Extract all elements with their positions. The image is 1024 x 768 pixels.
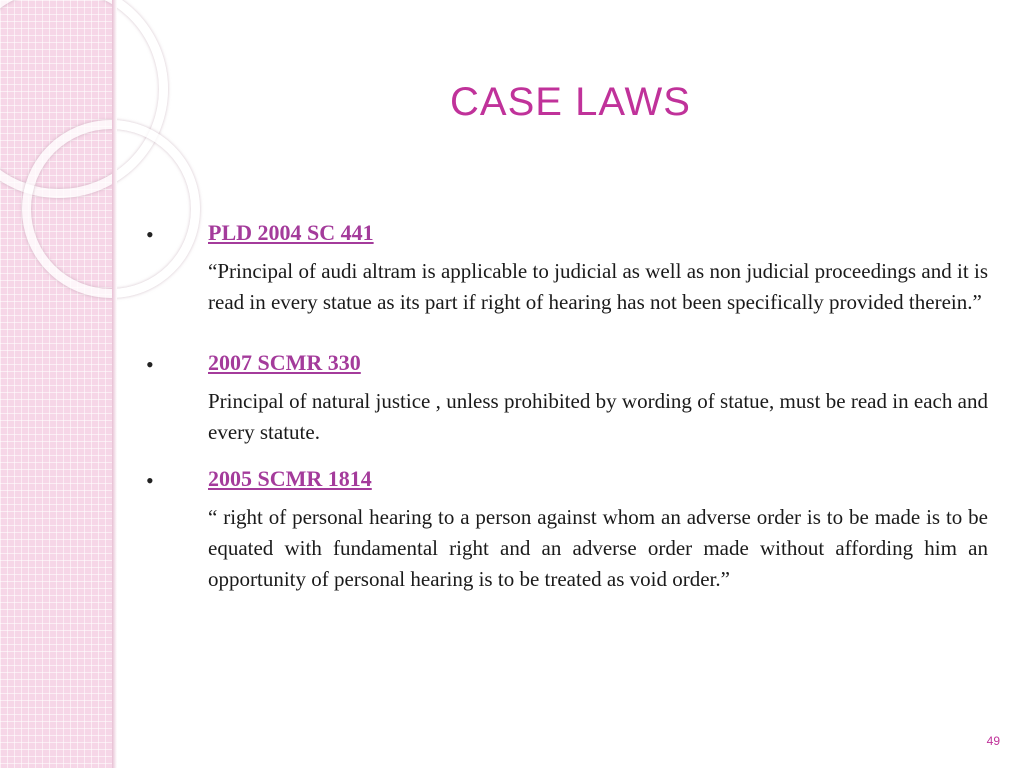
bullet-icon: • [146, 222, 154, 247]
bullet-icon: • [146, 352, 154, 377]
bullet-icon: • [146, 468, 154, 493]
slide-page-number: 49 [986, 734, 1000, 748]
case-item [140, 466, 988, 595]
case-item [140, 220, 988, 318]
case-item [140, 350, 988, 448]
case-citation-link[interactable]: PLD 2004 SC 441 [208, 220, 374, 245]
case-description: “Principal of audi altram is applicable to judicial as well as non judicial proceedings and it is read in every statue as its part if right of hearing has not been specifically provided therein.” [208, 259, 988, 314]
case-list [140, 220, 988, 613]
case-citation-link[interactable]: 2007 SCMR 330 [208, 350, 361, 375]
slide-title: CASE LAWS [450, 80, 691, 124]
case-description: Principal of natural justice , unless prohibited by wording of statue, must be read in each and every statute. [208, 389, 988, 444]
decorative-side-panel [0, 0, 112, 768]
case-description: “ right of personal hearing to a person against whom an adverse order is to be made is to be equated with fundamental right and an adverse order made without affording him an opportunity of personal hearing is to be treated as void order.” [208, 505, 988, 591]
case-citation-link[interactable]: 2005 SCMR 1814 [208, 466, 372, 491]
